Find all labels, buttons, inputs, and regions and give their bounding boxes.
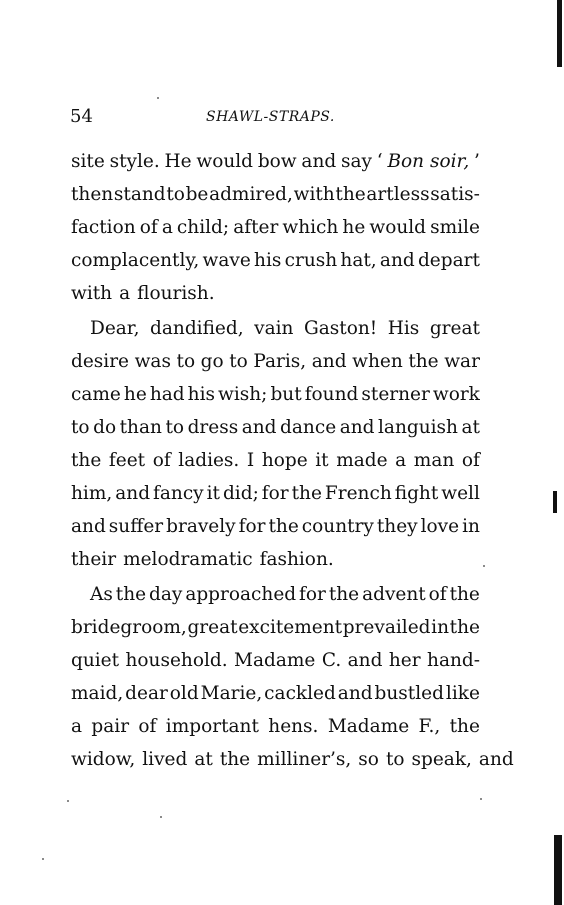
- scan-edge-mark: [557, 0, 562, 67]
- word: Madame: [327, 716, 410, 737]
- word: a: [119, 283, 131, 304]
- word: and: [478, 749, 514, 770]
- text-line: [71, 244, 480, 277]
- word: bow: [257, 151, 297, 172]
- word: the: [449, 584, 480, 605]
- word: French: [324, 483, 392, 504]
- text-line: [71, 145, 480, 178]
- word: with: [293, 184, 335, 205]
- word: complacently,: [71, 250, 200, 271]
- word: excitement: [238, 617, 343, 638]
- word: fight: [394, 483, 439, 504]
- word: Madame: [234, 650, 316, 671]
- word: fashion.: [259, 549, 334, 570]
- word: would: [369, 217, 427, 238]
- word: they: [376, 516, 418, 537]
- word: he: [342, 217, 366, 238]
- word: be: [185, 184, 209, 205]
- word: after: [233, 217, 279, 238]
- word: Gaston!: [303, 318, 378, 339]
- word: and: [71, 516, 106, 537]
- text-line: [71, 677, 480, 710]
- word: for: [299, 584, 326, 605]
- word: lived: [142, 749, 188, 770]
- word: I: [246, 450, 255, 471]
- word: bridegroom,: [71, 617, 187, 638]
- text-line: [71, 345, 480, 378]
- word: quiet: [71, 650, 120, 671]
- word: do: [93, 417, 117, 438]
- word: hope: [261, 450, 308, 471]
- word: bustled: [374, 683, 444, 704]
- word: Marie,: [200, 683, 263, 704]
- word: of: [428, 584, 447, 605]
- text-line: [71, 644, 480, 677]
- word: and: [339, 417, 375, 438]
- word: child;: [176, 217, 230, 238]
- word: to: [229, 351, 248, 372]
- word: suffer: [108, 516, 164, 537]
- word: man: [413, 450, 455, 471]
- word: He: [164, 151, 192, 172]
- word: pair: [91, 716, 130, 737]
- word: and: [311, 351, 347, 372]
- page-header: [70, 105, 482, 129]
- word: than: [119, 417, 162, 438]
- word: Dear,: [90, 318, 140, 339]
- text-line: [71, 510, 480, 543]
- word: was: [134, 351, 171, 372]
- word: ladies.: [178, 450, 240, 471]
- text-line: [71, 444, 480, 477]
- text-line: [71, 211, 480, 244]
- scan-speck: [480, 798, 482, 800]
- word: at: [194, 749, 213, 770]
- word: at: [461, 417, 480, 438]
- text-line: [71, 277, 480, 310]
- word: it: [206, 483, 220, 504]
- word: country: [301, 516, 374, 537]
- running-head: SHAWL-STRAPS.: [206, 109, 335, 125]
- word: the: [219, 749, 251, 770]
- word: dear: [125, 683, 168, 704]
- text-line: [71, 743, 514, 776]
- scan-speck: [67, 800, 69, 802]
- text-line: [71, 411, 480, 444]
- word: for: [238, 516, 266, 537]
- word: As: [90, 584, 113, 605]
- word: maid,: [71, 683, 124, 704]
- word: depart: [417, 250, 480, 271]
- word: prevailed: [342, 617, 431, 638]
- word: but: [270, 384, 302, 405]
- word: C.: [321, 650, 342, 671]
- word: then: [71, 184, 114, 205]
- page-number: 54: [70, 106, 93, 127]
- word: dandified,: [150, 318, 244, 339]
- word: like: [445, 683, 480, 704]
- word: satis-: [430, 184, 480, 205]
- word: him,: [71, 483, 113, 504]
- word: faction: [71, 217, 136, 238]
- word: made: [336, 450, 388, 471]
- word: and: [301, 151, 337, 172]
- word: the: [335, 184, 366, 205]
- word: work: [432, 384, 480, 405]
- word: and: [337, 683, 373, 704]
- word: smile: [430, 217, 480, 238]
- word: would: [196, 151, 254, 172]
- word: did;: [222, 483, 259, 504]
- word: to: [385, 749, 405, 770]
- word: hat,: [340, 250, 377, 271]
- word: his: [187, 384, 215, 405]
- word: stand: [113, 184, 166, 205]
- word: hens.: [268, 716, 319, 737]
- word: of: [152, 450, 171, 471]
- word: ’: [474, 151, 480, 172]
- word: day: [149, 584, 183, 605]
- word: and: [347, 650, 383, 671]
- word: speak,: [411, 749, 472, 770]
- word: with: [71, 283, 113, 304]
- word: Paris,: [253, 351, 307, 372]
- word: style.: [109, 151, 160, 172]
- word: their: [71, 549, 117, 570]
- word: ‘: [376, 151, 383, 172]
- scan-edge-mark: [554, 835, 562, 905]
- word: sterner: [361, 384, 430, 405]
- word: wish;: [218, 384, 268, 405]
- word: desire: [71, 351, 129, 372]
- word: war: [444, 351, 480, 372]
- body-text: [71, 145, 514, 776]
- word: and: [379, 250, 415, 271]
- word: to: [166, 184, 185, 205]
- word: came: [71, 384, 121, 405]
- word: he: [123, 384, 147, 405]
- word: her: [388, 650, 421, 671]
- word: admired,: [209, 184, 293, 205]
- word: in: [462, 516, 480, 537]
- word: milliner’s,: [257, 749, 352, 770]
- word: wave: [202, 250, 251, 271]
- word: flourish.: [137, 283, 215, 304]
- word: of: [138, 716, 157, 737]
- word: when: [352, 351, 403, 372]
- text-line: [71, 543, 480, 576]
- word: dress: [187, 417, 239, 438]
- word: hand-: [427, 650, 480, 671]
- word: cackled: [264, 683, 336, 704]
- word: a: [71, 716, 83, 737]
- word: F.,: [418, 716, 441, 737]
- word: great: [429, 318, 480, 339]
- word: to: [176, 351, 196, 372]
- scan-speck: [160, 816, 162, 818]
- word: great: [187, 617, 238, 638]
- word: His: [387, 318, 420, 339]
- word: widow,: [71, 749, 136, 770]
- scan-speck: [42, 858, 44, 860]
- word: for: [261, 483, 289, 504]
- word: bravely: [166, 516, 236, 537]
- scan-speck: [483, 565, 485, 567]
- word: say: [341, 151, 372, 172]
- word: and: [115, 483, 151, 504]
- word: important: [165, 716, 259, 737]
- word: fancy: [153, 483, 204, 504]
- word: love: [420, 516, 460, 537]
- text-line: [71, 178, 480, 211]
- scan-speck: [157, 97, 159, 99]
- word: the: [328, 584, 360, 605]
- word: to: [71, 417, 90, 438]
- word: Bon soir,: [387, 151, 470, 172]
- word: crush: [284, 250, 338, 271]
- word: old: [169, 683, 199, 704]
- word: the: [115, 584, 147, 605]
- scan-edge-mark: [553, 491, 557, 513]
- word: his: [254, 250, 282, 271]
- word: the: [449, 716, 480, 737]
- word: approached: [185, 584, 297, 605]
- word: the: [268, 516, 299, 537]
- word: advent: [362, 584, 426, 605]
- word: the: [449, 617, 480, 638]
- word: feet: [108, 450, 146, 471]
- word: the: [71, 450, 102, 471]
- word: it: [315, 450, 329, 471]
- word: melodramatic: [123, 549, 253, 570]
- word: well: [441, 483, 480, 504]
- word: the: [291, 483, 322, 504]
- text-line: [71, 611, 480, 644]
- word: a: [161, 217, 173, 238]
- word: of: [461, 450, 480, 471]
- word: the: [408, 351, 439, 372]
- word: to: [165, 417, 185, 438]
- word: site: [71, 151, 105, 172]
- word: found: [304, 384, 359, 405]
- word: languish: [378, 417, 458, 438]
- word: a: [395, 450, 407, 471]
- text-line: [71, 378, 480, 411]
- word: had: [149, 384, 185, 405]
- word: go: [200, 351, 224, 372]
- word: so: [358, 749, 379, 770]
- word: artless: [366, 184, 430, 205]
- text-line: [71, 312, 480, 345]
- word: which: [282, 217, 339, 238]
- text-line: [71, 578, 480, 611]
- text-line: [71, 710, 480, 743]
- word: and: [241, 417, 277, 438]
- text-line: [71, 477, 480, 510]
- word: dance: [280, 417, 337, 438]
- word: of: [139, 217, 158, 238]
- word: in: [431, 617, 449, 638]
- word: household.: [125, 650, 228, 671]
- word: vain: [254, 318, 294, 339]
